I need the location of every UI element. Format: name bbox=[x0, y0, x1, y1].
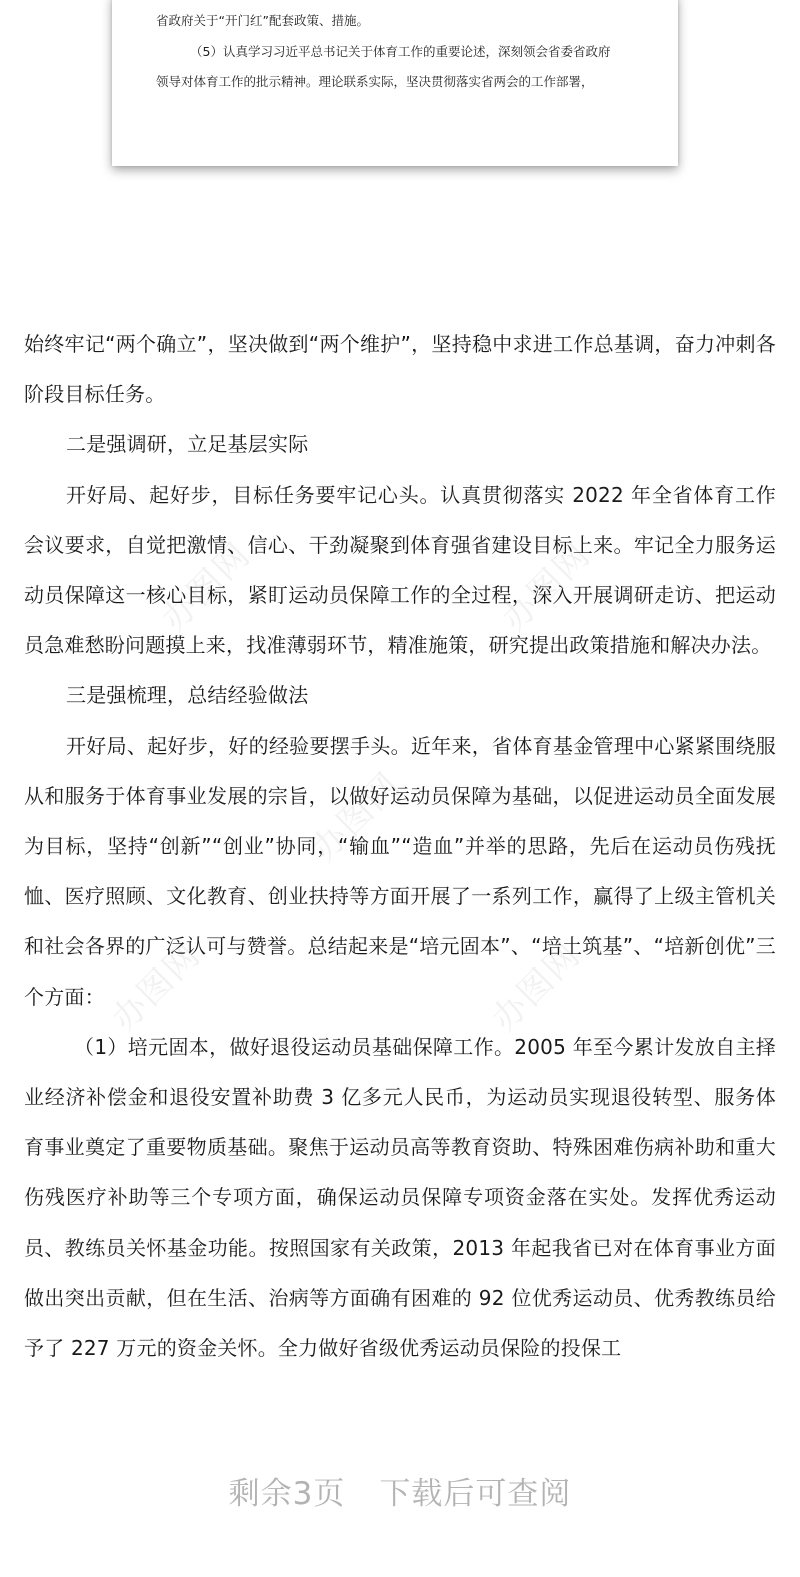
paragraph: 始终牢记“两个确立”，坚决做到“两个维护”，坚持稳中求进工作总基调，奋力冲刺各阶段目标任务。 bbox=[24, 332, 776, 407]
watermark: 办图网 bbox=[484, 934, 589, 1040]
preview-page-card bbox=[112, 0, 678, 166]
download-prompt[interactable] bbox=[0, 1468, 800, 1513]
download-to-view-label: 下载后可查阅 bbox=[379, 1476, 572, 1512]
preview-line: 省政府关于“开门红”配套政策、措施。 bbox=[156, 13, 369, 28]
watermark: 办图网 bbox=[104, 934, 209, 1040]
preview-line: （5）认真学习习近平总书记关于体育工作的重要论述，深刻领会省委省政府 bbox=[190, 44, 611, 59]
section-heading: 三是强梳理，总结经验做法 bbox=[66, 683, 309, 708]
section-heading: 二是强调研，立足基层实际 bbox=[66, 432, 309, 457]
paragraph: （1）培元固本，做好退役运动员基础保障工作。2005 年至今累计发放自主择业经济补偿金和退役安置补助费 3 亿多元人民币，为运动员实现退役转型、服务体育事业奠定了重要物质基础。聚焦于运动员高等教育资助、特殊困难伤病补助和重大伤残医疗补助等三个专项方面，确保运动员保障专项资金落在实处。发挥优秀运动员、教练员关怀基金功能。按照国家有关政策，2013 年起我省已对在体育事业方面做出突出贡献，但在生活、治病等方面确有困难的 92 位优秀运动员、优秀教练员给予了 227 万元的资金关怀。全力做好省级优秀运动员保险的投保工 bbox=[24, 1034, 776, 1361]
remaining-pages-label: 剩余3页 bbox=[228, 1476, 346, 1512]
document-body bbox=[24, 319, 776, 1373]
preview-line: 领导对体育工作的批示精神。理论联系实际，坚决贯彻落实省两会的工作部署， bbox=[156, 74, 594, 89]
paragraph: 开好局、起好步，好的经验要摆手头。近年来，省体育基金管理中心紧紧围绕服从和服务于体育事业发展的宗旨，以做好运动员保障为基础，以促进运动员全面发展为目标，坚持“创新”“创业”协同，“输血”“造血”并举的思路，先后在运动员伤残抚恤、医疗照顾、文化教育、创业扶持等方面开展了一系列工作，赢得了上级主管机关和社会各界的广泛认可与赞誉。总结起来是“培元固本”、“培土筑基”、“培新创优”三个方面： bbox=[24, 733, 776, 1009]
watermark: 办图网 bbox=[494, 534, 599, 640]
watermark: 办图网 bbox=[154, 534, 259, 640]
watermark: 办图网 bbox=[304, 764, 409, 870]
paragraph: 开好局、起好步，目标任务要牢记心头。认真贯彻落实 2022 年全省体育工作会议要求，自觉把激情、信心、干劲凝聚到体育强省建设目标上来。牢记全力服务运动员保障这一核心目标，紧盯运动员保障工作的全过程，深入开展调研走访、把运动员急难愁盼问题摸上来，找准薄弱环节，精准施策，研究提出政策措施和解决办法。 bbox=[24, 482, 776, 658]
